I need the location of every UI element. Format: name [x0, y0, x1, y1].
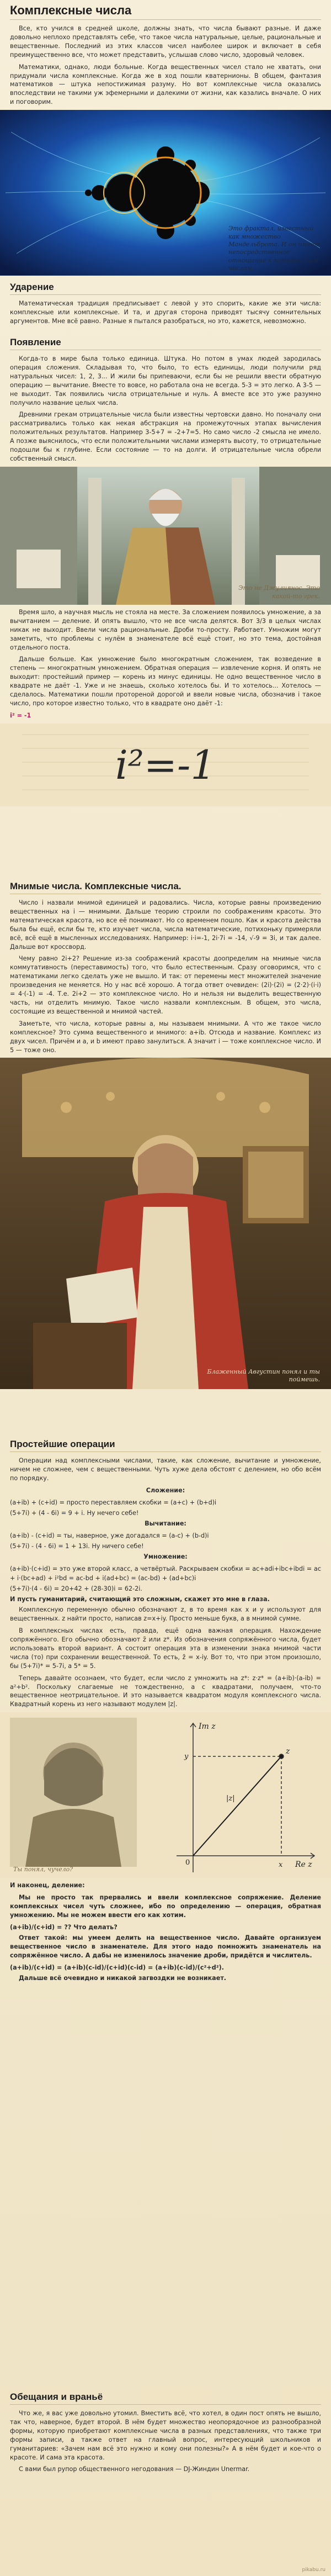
paragraph: Заметьте, что числа, которые равны a, мы называем мнимыми. А что же такое число комплексное? Это сумма вещественного и мнимого: a+ib. Отсюда и название. Комплекс из двух чисел. Причём и a, и b имеют право занулиться. А значит i — тоже комплексное число. И 5 — тоже оно.	[10, 1020, 321, 1054]
multiplication-line: (a+ib)·(c+id) = это уже второй класс, а четвёртый. Раскрываем скобки = ac+adi+ibc+ibdi = ac + i·(bc+ad) + i²bd = ac-bd + i(ad+bc) = (ac-bd) + (ad+bc)i	[10, 1565, 321, 1582]
division-heading: И наконец, деление:	[10, 1882, 85, 1889]
graph-label-modulus: |z|	[226, 1794, 235, 1803]
subtraction-line: (5+7i) - (4 - 6i) = 1 + 13i. Ну ничего себе!	[10, 1543, 144, 1550]
signature: С вами был рупор общественного негодования — DJ-Жиндин Unermar.	[19, 2466, 250, 2473]
paragraph: Все, кто учился в средней школе, должны знать, что числа бывают разные. И даже довольно неплохо представлять себе, что такое числа натуральные, целые, рациональные и вещественные. Последний из этих классов чисел наиболее широк и включает в себя преимущественно все, что может представить, услышав слово число, здоровый человек.	[10, 25, 321, 59]
divider	[10, 1451, 321, 1452]
subtraction-line: (a+ib) - (c+id) = ты, наверное, уже догадался = (a-c) + (b-d)i	[10, 1532, 209, 1539]
paragraph: Чему равно 2i+2? Решение из-за соображений красоты доопределим на мнимые числа коммутативность (переставимость) того, что было естественным. Сразу оговоримся, что с математиками легко сделать уже не вышло. И так: от перемены мест множителей значение произведения не меняется. Но у нас всё хорошо. А тогда ответ очевиден: (2i)·(2i) = (2·2)·(i·i) = 4·(-1) = -4. Т.е. 2i+2 — это комплексное число. Но и нельзя ни выделить вещественную часть, ни отделить мнимую. Такое число назвали комплексным. В общем, это числа, состоящие из вещественной и мнимой частей.	[10, 955, 321, 1015]
section-title: Мнимые числа. Комплексные числа.	[10, 881, 181, 891]
graph-label-z: z	[286, 1747, 290, 1756]
section-operations	[0, 1439, 331, 1986]
divider	[10, 2404, 321, 2405]
addition-line: (5+7i) + (4 - 6i) = 9 + i. Ну нечего себе!	[10, 1509, 139, 1517]
graph-label-y: y	[184, 1752, 189, 1761]
section-appearance	[0, 337, 331, 806]
section-title: Ударение	[10, 282, 54, 292]
paragraph: Математики, однако, люди больные. Когда вещественных чисел стало не хватать, они придумали числа комплексные. Когда же в ход пошли кватернионы. В общем, фантазия математиков — штука непостижимая разуму. Но вот комплексные числа оказались впоследствии не такими уж эфемерными и далекими от жизни, как казались вначале. О них и поговорим.	[10, 63, 321, 106]
graph-label-re: Re z	[295, 1860, 312, 1870]
division-line: (a+ib)/(c+id) = ?? Что делать?	[10, 1923, 118, 1931]
section-stress	[0, 282, 331, 329]
page-title: Комплексные числа	[10, 3, 132, 17]
graph-label-x: x	[279, 1861, 283, 1870]
paragraph: Что же, я вас уже довольно утомил. Вместить всё, что хотел, в один пост опять не вышло, так что, наверное, будет второй. В нём будет множество неопорядочное из разнообразной формы, которую приобретают комплексные числа в разных представлениях, что также три формы записи, а также ответ на главный вопрос, интересующий школьников и гуманитариев: «Зачем нам всё это нужно и кому они полезны?» А в нём будет и кое-что о красоте. И сама эта красота.	[10, 2410, 321, 2461]
portrait-engraving	[10, 1718, 137, 1867]
paragraph: Дальше всё очевидно и никакой загвоздки не возникает.	[19, 1975, 227, 1982]
paragraph: Дальше больше. Как умножение было многократным сложением, так возведение в степень — многократным умножением. Обратная операция — извлечение корня. И опять не выходит: простейший пример — корень из минус единицы. Не одно вещественное число в квадрате не даёт -1. Уже и не знаешь, сколько хотелось бы. И то хотелось... Хотелось — сделалось. Математики пошли протореной дорогой и ввели новые числа, обозначив i такое число, про которое известно только, что в квадрате оно даёт -1:	[10, 656, 321, 707]
formula-line: i² = -1	[10, 711, 31, 719]
pythagoras-illustration	[0, 1712, 331, 1878]
section-title: Обещания и враньё	[10, 2392, 103, 2402]
greek-illustration	[0, 467, 331, 605]
subtraction-heading: Вычитание:	[145, 1520, 186, 1528]
division-line: (a+ib)/(c+id) = (a+ib)(c-id)/(c+id)(c-id) = (a+ib)(c-id)/(c²+d²).	[10, 1963, 225, 1971]
paragraph: Когда-то в мире была только единица. Штука. Но потом в умах людей зародилась операция сложения. Складывая то, что было, то есть единицы, люди получили ряд натуральных чисел: 1, 2, 3... И жили бы припеваючи, если бы не решили ввести обратную операцию — вычитание. Вместе то вовсе, но работала она не всегда. 5-3 = это легко. А 3-5 — не выходит. Так появились числа отрицательные и нуль. А вместе все это уже разумно получило название целых числа.	[10, 355, 321, 407]
augustine-illustration	[0, 1058, 331, 1389]
paragraph: Мы не просто так прервались и ввели комплексное сопряжение. Деление комплексных чисел чуть сложнее, ибо по определению — операция, обратная умножению. Мы не можем ввести его как хотим.	[10, 1894, 321, 1919]
pythagoras-and-plane-image	[0, 1712, 331, 1878]
equation-illustration	[0, 724, 331, 806]
saint-augustine-painting	[0, 1058, 331, 1389]
multiplication-heading: Умножение:	[143, 1553, 188, 1561]
paragraph: Математическая традиция предписывает с левой у это спорить, какие же эти числа: комплексные или комплексные. И та, и другая сторона приводят тысячу сомнительных аргументов. Мне всё равно. Разные я пытался разобраться, но это, кажется, невозможно.	[10, 300, 321, 325]
divider	[10, 19, 321, 20]
paragraph: Операции над комплексными числами, такие, как сложение, вычитание и умножение, ничем не сложнее, чем с вещественными. Чуть хуже дела обстоят с делением, но обо всём по порядку.	[10, 1457, 321, 1482]
graph-label-im: Im z	[199, 1722, 216, 1732]
paragraph: Число i назвали мнимой единицей и радовались. Числа, которые равны произведению вещественных на i — мнимыми. Дальше теорию строили по соображениям красоты. Это математическая красота, но все её понимают. Но со временем пошло. Как и красота действа была бы ещё, если бы те, кто изучает числа, числа математические, потихоньку примеряли всё, всё ещё в мысленных исследованиях. Например: i·i=-1, 2i·7i = -14, √-9 = 3i, и так далее. Дальше вот кроссворд.	[10, 899, 321, 951]
paragraph: Комплексную переменную обычно обозначают z, в то время как x и y используют для вещественных. z найти просто, написав z=x+iy. Просто меньше букв, а в мнимой сумме.	[10, 1606, 321, 1623]
mandelbrot-illustration	[0, 110, 331, 276]
equation-image	[0, 724, 331, 806]
paragraph: Ответ такой: мы умеем делить на вещественное число. Давайте организуем вещественное число в знаменателе. Для этого надо помножить знаменатель на сопряжённое число. А дабы не изменилось значение дроби, придётся и числитель.	[10, 1934, 321, 1959]
site-watermark: pikabu.ru	[302, 2567, 325, 2573]
section-title: Появление	[10, 337, 61, 347]
multiplication-line: И пусть гуманитарий, считающий это сложным, скажет это мне в глаза.	[10, 1596, 270, 1603]
section-title: Простейшие операции	[10, 1439, 115, 1449]
augustine-caption: Блаженный Августин понял и ты поймешь.	[207, 1368, 320, 1384]
multiplication-line: (5+7i)·(4 - 6i) = 20+42 + (28-30)i = 62-2i.	[10, 1585, 142, 1592]
pythagoras-caption: Ты понял, чучело?	[13, 1865, 73, 1873]
addition-line: (a+ib) + (c+id) = просто переставляем скобки = (a+c) + (b+d)i	[10, 1498, 217, 1506]
fractal-caption: Это фрактал, известный как множество Мандельброта. И он имеет непосредственное отношение к комплексным числам.	[228, 225, 321, 272]
paragraph: Теперь давайте осознаем, что будет, если число z умножить на z*: z·z* = (a+ib)·(a-ib) = a²+b². Поскольку слагаемые не тождественно, а с квадратами, получаем, что-то вещественное неотрицательное. И это называется квадратом модуля комплексного числа. Квадратный корень из него называют модулем |z|.	[10, 1674, 321, 1708]
equation-text: i²=-1	[115, 741, 216, 788]
section-imaginary	[0, 881, 331, 1389]
section-promises	[0, 2392, 331, 2477]
divider	[10, 294, 321, 295]
paragraph: Древними грекам отрицательные числа были известны чертовски давно. Но поначалу они рассматривались только как некая абстракция на промежуточных этапах вычисления положительных результатов. Например 3-5+7 = -2+7=5. Но само число -2 смысла не имело. А позже выяснилось, что если положительными числами измерять высоту, то отрицательные подошли бы к глубине. Если состояние — то на долги. И отрицательные числа обрели собственный смысл.	[10, 411, 321, 462]
addition-heading: Сложение:	[146, 1486, 185, 1494]
graph-label-origin: 0	[185, 1859, 190, 1867]
greek-caption: Это не Джулиянос. Это какой-то грек.	[238, 584, 320, 600]
paragraph: Время шло, а научная мысль не стояла на месте. За сложением появилось умножение, а за вычитанием — деление. И опять вышло, что не все числа делятся. Вот 3/3 в целых числах никак не выходит. Ввели числа рациональные. Дроби то-просту. Работает. Умножим могут заметить, что проблемы с нулём в знаменателе всё ещё стоит, но это тема, достойная отдельного поста.	[10, 608, 321, 651]
section-intro	[0, 3, 331, 276]
paragraph: В комплексных числах есть, правда, ещё одна важная операция. Нахождение сопряжённого. Его обычно обозначают z̄ или z*. Из обозначения сопряжённого числа, будет использовать второй вариант. А состоит операция эта в изменении знака мнимой части числа (то) при сохранении вещественной. То есть, z̄ = x-iy. Вот то, что при этом произошло, бы (5+7i)* = 5-7i, а 5* = 5.	[10, 1627, 321, 1670]
